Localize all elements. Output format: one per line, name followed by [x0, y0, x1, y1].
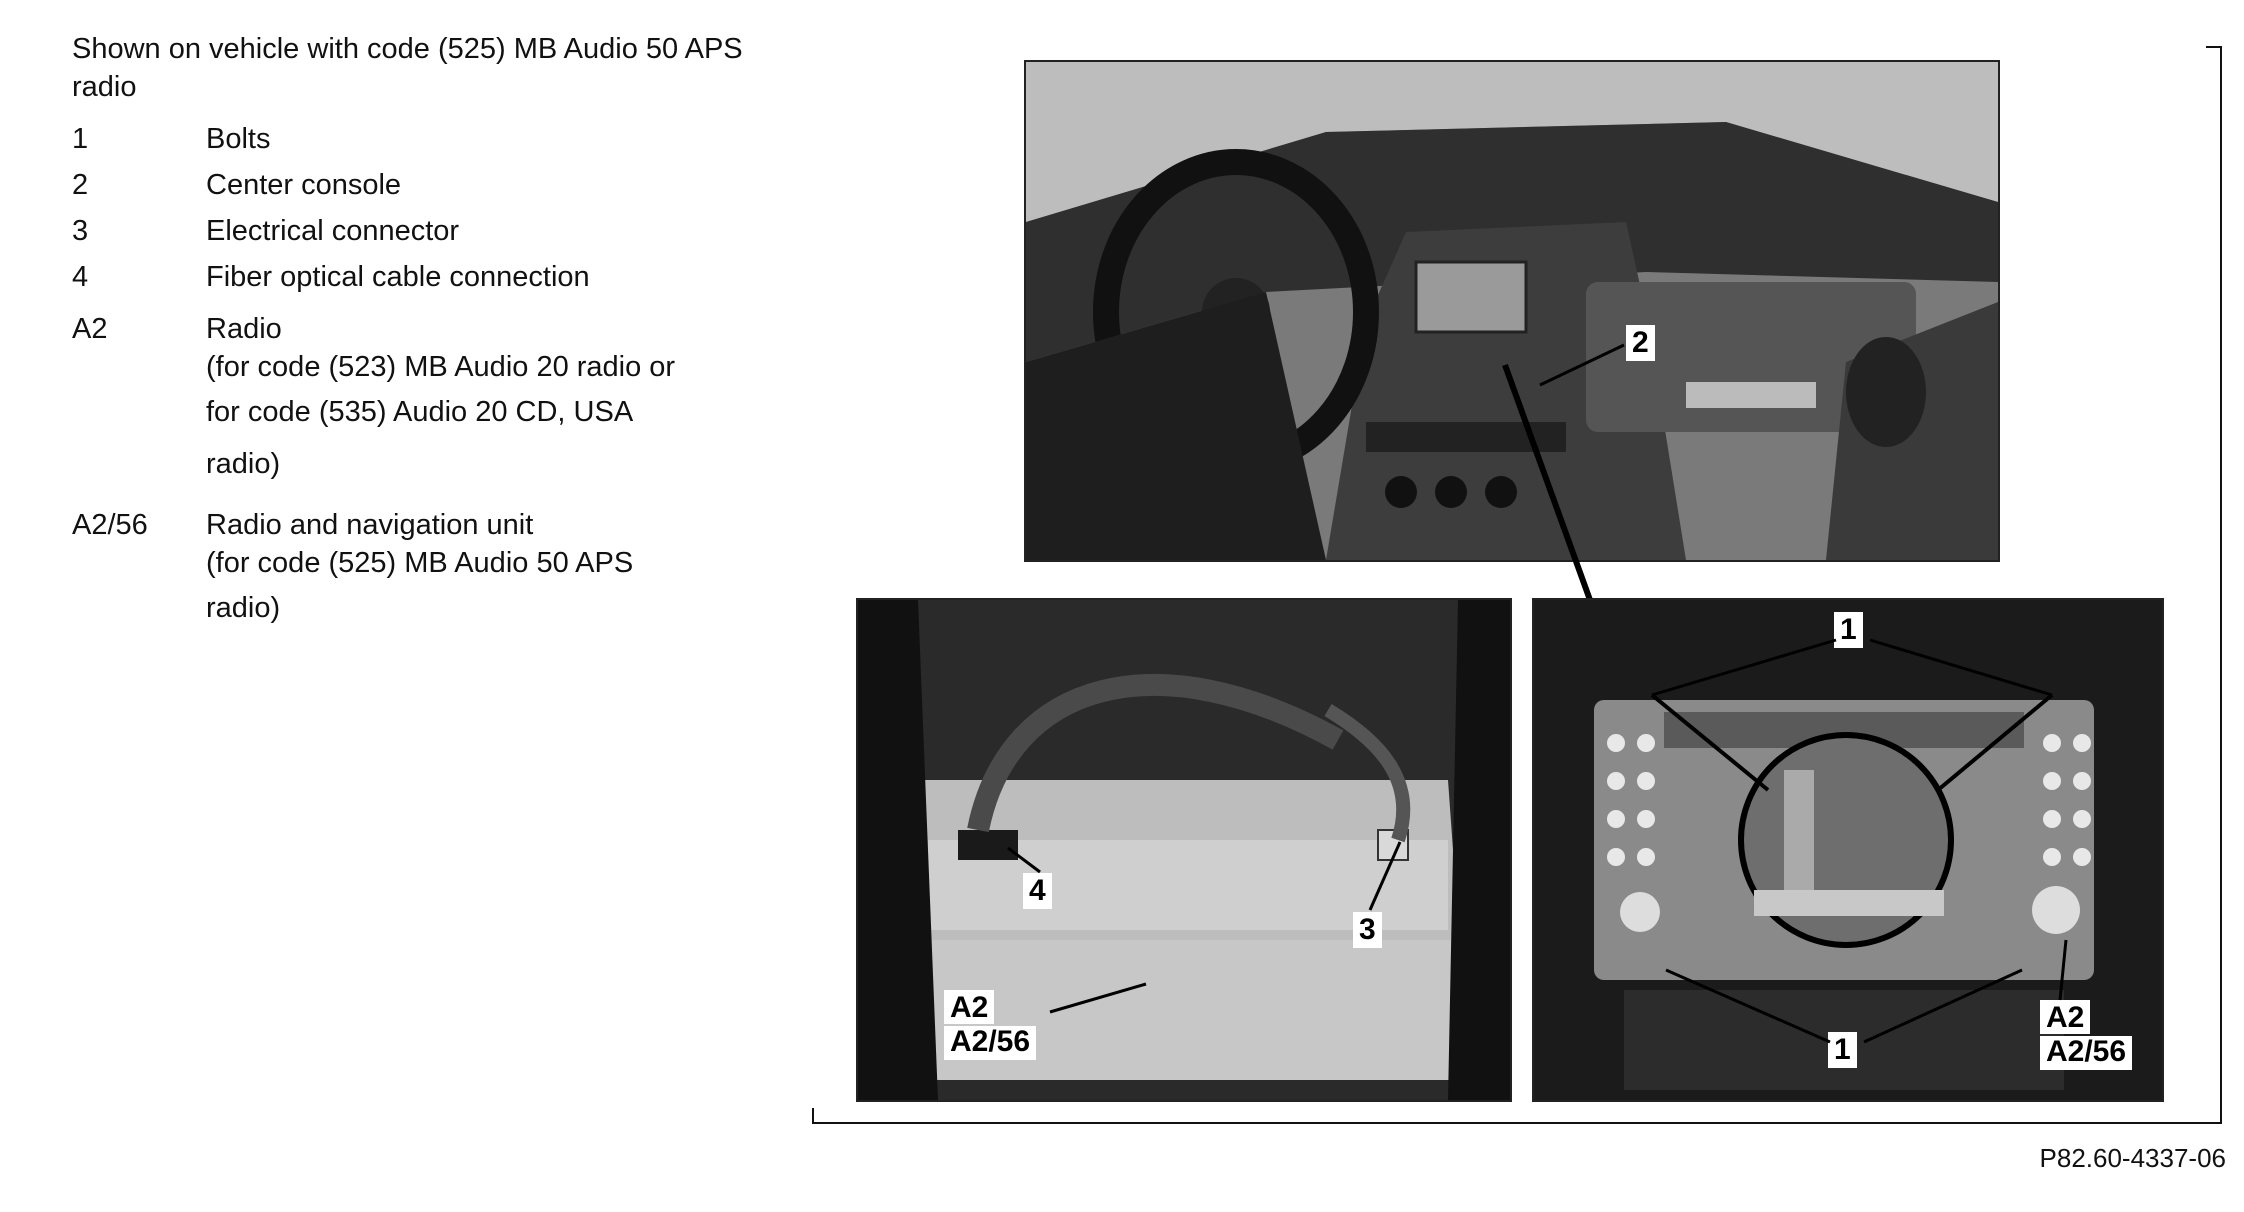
- frame-right-line: [2220, 46, 2222, 1124]
- legend-sub: (for code (523) MB Audio 20 radio or: [206, 351, 676, 383]
- frame-bottom-line: [812, 1122, 2222, 1124]
- callout-2: 2: [1626, 325, 1655, 361]
- frame-left-tick: [812, 1108, 814, 1124]
- legend-desc: Radio and navigation unit: [206, 509, 534, 541]
- legend-sub: for code (535) Audio 20 CD, USA: [206, 396, 634, 428]
- legend-row: [72, 310, 792, 490]
- legend-key: 1: [72, 123, 89, 155]
- legend-sub: radio): [206, 448, 281, 480]
- legend-desc: Bolts: [206, 123, 271, 155]
- callout-a2-right: A2: [2040, 1000, 2090, 1034]
- photo-interior: [1024, 60, 2000, 562]
- legend-desc: Radio: [206, 313, 282, 345]
- figure-reference: P82.60-4337-06: [2039, 1143, 2226, 1173]
- legend-row: [72, 166, 792, 204]
- legend-desc: Fiber optical cable connection: [206, 261, 590, 293]
- intro-text: Shown on vehicle with code (525) MB Audio 50 APS radio: [72, 33, 743, 103]
- callout-1-top: 1: [1834, 612, 1863, 648]
- legend-sub: radio): [206, 592, 281, 624]
- callout-a2-left: A2: [944, 990, 994, 1024]
- legend-row: [72, 258, 792, 296]
- frame-right-tick: [2206, 46, 2222, 48]
- callout-4: 4: [1023, 873, 1052, 909]
- callout-3: 3: [1353, 912, 1382, 948]
- callout-a256-right: A2/56: [2040, 1036, 2132, 1070]
- legend-key: 2: [72, 169, 89, 201]
- legend-row: [72, 120, 792, 158]
- legend-desc: Electrical connector: [206, 215, 460, 247]
- legend-key: 3: [72, 215, 89, 247]
- legend-key: A2: [72, 313, 108, 345]
- legend: [72, 30, 792, 642]
- legend-key: 4: [72, 261, 89, 293]
- legend-desc: Center console: [206, 169, 402, 201]
- legend-row: [72, 506, 792, 634]
- legend-sub: (for code (525) MB Audio 50 APS: [206, 547, 634, 579]
- legend-row: [72, 212, 792, 250]
- legend-key: A2/56: [72, 509, 148, 541]
- callout-1-bottom: 1: [1828, 1032, 1857, 1068]
- callout-a256-left: A2/56: [944, 1026, 1036, 1060]
